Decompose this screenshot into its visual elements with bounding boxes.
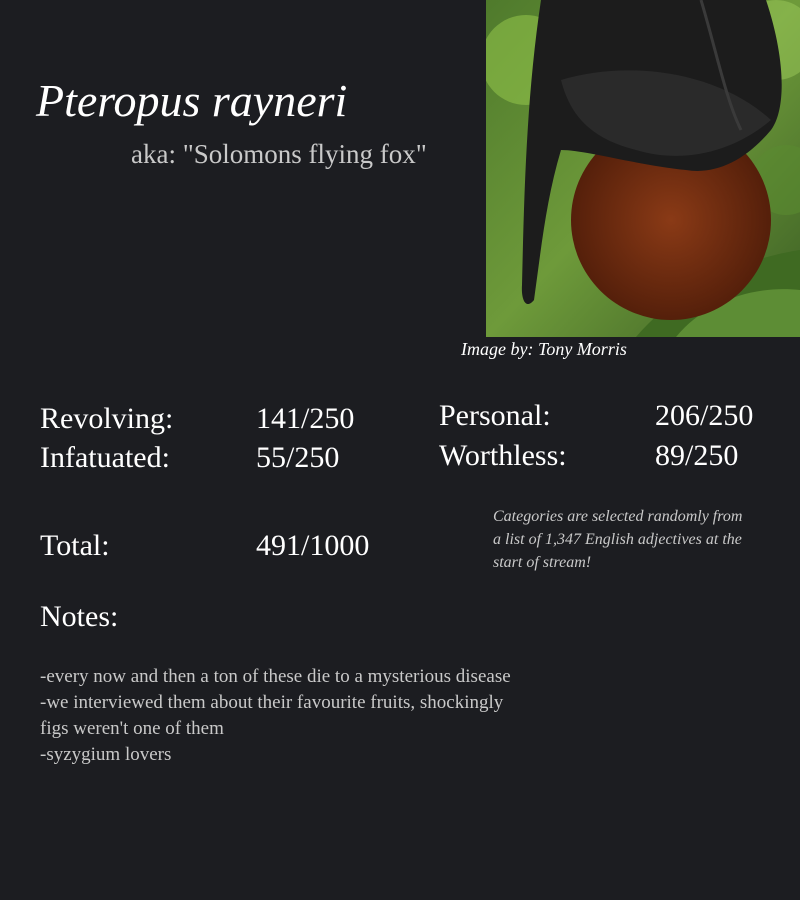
note-item: -we interviewed them about their favourite fruits, shockingly figs weren't one of them xyxy=(40,692,504,739)
stat-label-personal: Personal: xyxy=(439,399,551,432)
note-item: -every now and then a ton of these die to a mysterious disease xyxy=(40,666,511,687)
notes-heading: Notes: xyxy=(40,600,119,633)
total-label: Total: xyxy=(40,529,110,562)
categories-note: Categories are selected randomly from a list of 1,347 English adjectives at the start of stream! xyxy=(493,508,743,571)
note-item: -syzygium lovers xyxy=(40,744,172,765)
stat-value-revolving: 141/250 xyxy=(256,402,355,435)
photo-credit: Image by: Tony Morris xyxy=(461,339,627,359)
species-title: Pteropus rayneri xyxy=(36,75,348,126)
bat-photo xyxy=(486,0,800,337)
stat-label-revolving: Revolving: xyxy=(40,402,174,435)
stat-value-infatuated: 55/250 xyxy=(256,441,340,474)
stat-value-personal: 206/250 xyxy=(655,399,754,432)
stat-label-infatuated: Infatuated: xyxy=(40,441,170,474)
total-value: 491/1000 xyxy=(256,529,370,562)
species-aka: aka: "Solomons flying fox" xyxy=(131,139,427,169)
notes-list xyxy=(40,664,520,768)
stat-label-worthless: Worthless: xyxy=(439,439,567,472)
stat-value-worthless: 89/250 xyxy=(655,439,739,472)
